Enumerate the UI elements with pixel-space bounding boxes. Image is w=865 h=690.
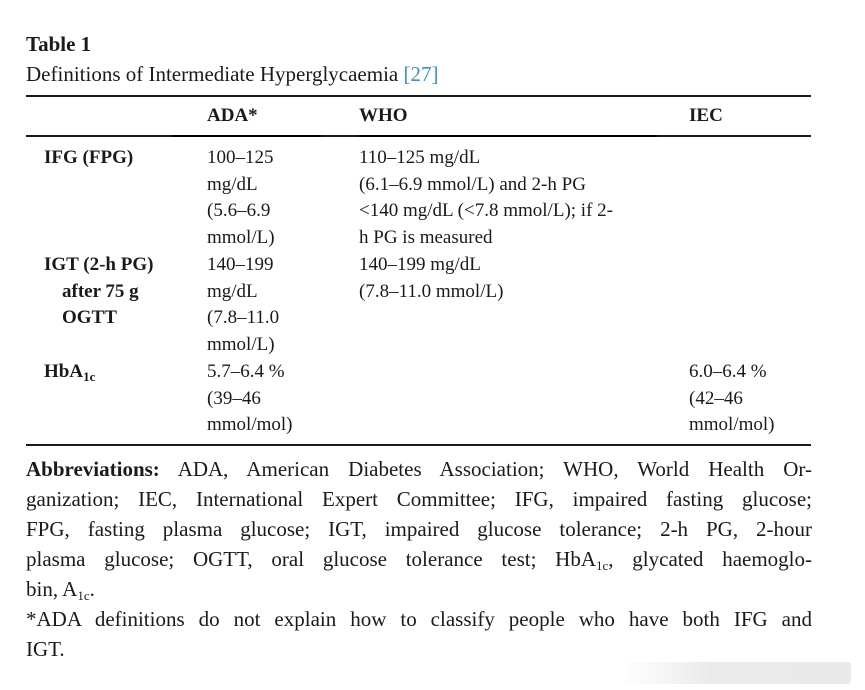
subscript-1c: 1c (77, 588, 90, 603)
header-rule-segment (321, 135, 359, 137)
abbreviations-label: Abbreviations: (26, 457, 160, 481)
header-rule-segment (26, 135, 172, 137)
footnote-line: IGT. (26, 637, 65, 661)
cell-line: (5.6–6.9 (207, 200, 271, 222)
cell-line: <140 mg/dL (<7.8 mmol/L); if 2- (359, 200, 613, 222)
row-header-line: IGT (2-h PG) (44, 254, 154, 275)
cell-line: (7.8–11.0 mmol/L) (359, 280, 504, 302)
caption-text: Definitions of Intermediate Hyperglycaemia (26, 62, 399, 86)
header-rule-segment-who (359, 135, 657, 137)
cell-line: (7.8–11.0 (207, 307, 280, 329)
cell-line: 5.7–6.4 % (207, 361, 285, 382)
column-header-ada: ADA* (207, 105, 258, 126)
bottom-rule (26, 444, 811, 446)
footnote-text: ADA, American Diabetes Association; WHO, World Health Or- (177, 457, 812, 481)
table-caption (26, 61, 438, 87)
footnote-text: plasma glucose; OGTT, oral glucose tolerance test; HbA (26, 547, 597, 571)
row-header-igt (44, 252, 153, 332)
table-label: Table 1 (26, 32, 92, 56)
cell-ifg-who (359, 145, 613, 252)
cell-line: 140–199 (207, 254, 274, 275)
row-header-line: after 75 g (62, 280, 139, 302)
footnote-line: ganization; IEC, International Expert Committee; IFG, impaired fasting glucose; (26, 487, 812, 511)
cell-line: 110–125 mg/dL (359, 147, 481, 168)
footnote-line (26, 574, 812, 604)
column-header-iec: IEC (689, 105, 723, 126)
reference-link[interactable]: [27] (403, 62, 439, 86)
footnote-line (26, 544, 812, 574)
cell-line: 6.0–6.4 % (689, 361, 767, 382)
cell-line: mmol/mol) (689, 414, 775, 436)
row-header-ifg (44, 145, 133, 172)
top-rule (26, 95, 811, 97)
ada-footnote (26, 604, 812, 664)
footnote-line (26, 454, 812, 484)
row-header-line: IFG (FPG) (44, 147, 134, 168)
header-rule-segment-ada (172, 135, 321, 137)
cell-line: mmol/L) (207, 334, 275, 356)
cell-line: h PG is measured (359, 227, 493, 249)
cell-igt-who (359, 252, 503, 305)
cell-igt-ada (207, 252, 279, 359)
subscript-1c: 1c (83, 369, 96, 384)
abbreviations-footnote (26, 454, 812, 604)
cell-hba1c-iec (689, 359, 775, 439)
row-header-line: OGTT (62, 307, 117, 329)
footnote-line: *ADA definitions do not explain how to classify people who have both IFG and (26, 607, 812, 631)
subscript-1c: 1c (596, 558, 609, 573)
cell-ifg-ada (207, 145, 275, 252)
cell-line: (42–46 (689, 387, 743, 409)
cell-line: mmol/L) (207, 227, 275, 249)
cell-line: 140–199 mg/dL (359, 254, 481, 275)
cell-line: mmol/mol) (207, 414, 293, 436)
footnote-text: bin, A (26, 577, 78, 601)
cell-line: mg/dL (207, 173, 258, 195)
cell-hba1c-ada (207, 359, 293, 439)
cell-line: mg/dL (207, 280, 258, 302)
watermark-fade (621, 662, 851, 684)
column-header-who: WHO (359, 105, 408, 126)
header-rule-segment (657, 135, 811, 137)
footnote-text: . (89, 577, 95, 601)
cell-line: (39–46 (207, 387, 261, 409)
hba-text: HbA (44, 361, 84, 382)
cell-line: 100–125 (207, 147, 274, 168)
row-header-hba1c (44, 359, 95, 386)
footnote-text: , glycated haemoglo- (608, 547, 812, 571)
cell-line: (6.1–6.9 mmol/L) and 2-h PG (359, 173, 586, 195)
footnote-line: FPG, fasting plasma glucose; IGT, impaired glucose tolerance; 2-h PG, 2-hour (26, 517, 812, 541)
row-header-line (44, 359, 95, 386)
